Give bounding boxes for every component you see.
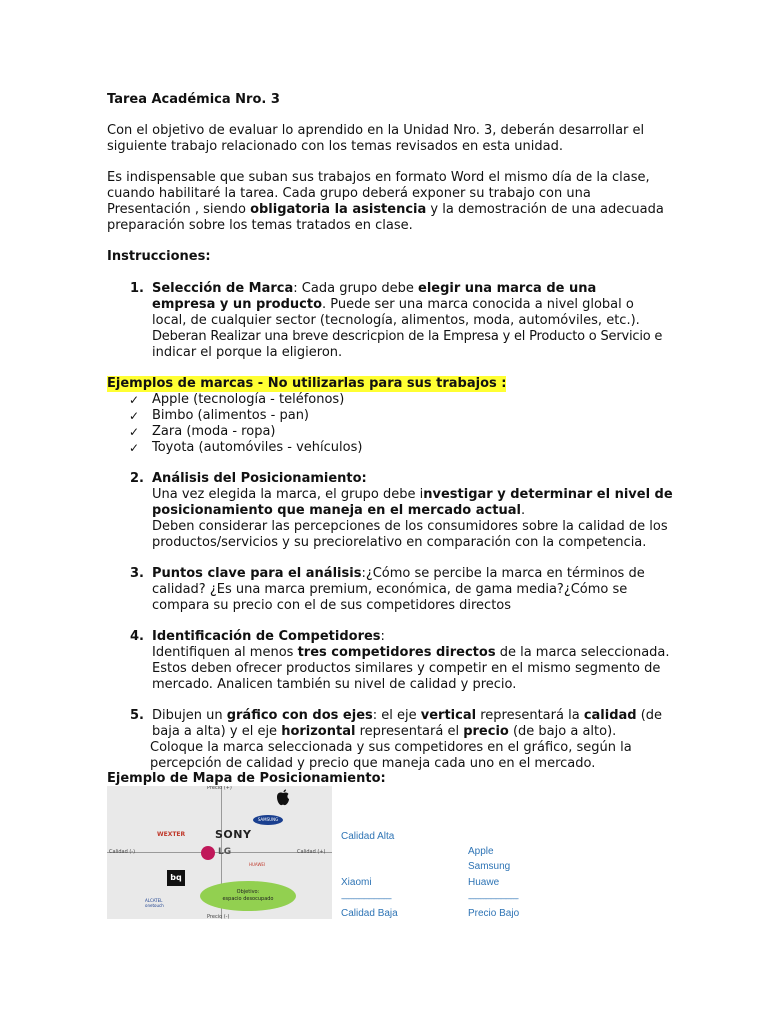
intro-line: Presentación , siendo obligatoria la asistencia y la demostración de una adecuada bbox=[107, 202, 664, 217]
huawe-label: Huawe bbox=[468, 877, 500, 888]
item1-line: Selección de Marca: Cada grupo debe elegir una marca de una bbox=[152, 281, 597, 296]
list-number: 4. bbox=[130, 629, 144, 644]
item3-line: Puntos clave para el análisis:¿Cómo se percibe la marca en términos de bbox=[152, 566, 645, 581]
list-item: Toyota (automóviles - vehículos) bbox=[152, 440, 363, 455]
item2-line: productos/servicios y su preciorelativo en comparación con la competencia. bbox=[152, 535, 647, 550]
huawei-logo: HUAWEI bbox=[249, 862, 266, 867]
xiaomi-label: Xiaomi bbox=[341, 877, 372, 888]
wexter-logo: WEXTER bbox=[157, 831, 186, 838]
divider-dashes: ------------------------------ bbox=[341, 894, 391, 903]
item5-line: Coloque la marca seleccionada y sus competidores en el gráfico, según la bbox=[150, 740, 632, 755]
list-number: 1. bbox=[130, 281, 144, 296]
alcatel-logo: ALCATEL onetouch bbox=[145, 898, 164, 908]
calidad-alta-label: Calidad Alta bbox=[341, 831, 395, 842]
item4-line: mercado. Analicen también su nivel de calidad y precio. bbox=[152, 677, 517, 692]
ellipse-text-line: espacio desocupado bbox=[222, 896, 274, 902]
target-space-ellipse bbox=[200, 881, 296, 911]
item4-line: Identifiquen al menos tres competidores directos de la marca seleccionada. bbox=[152, 645, 670, 660]
sony-logo: SONY bbox=[215, 828, 252, 841]
list-number: 5. bbox=[130, 708, 144, 723]
item1-line: Deberan Realizar una breve descricpion de la Empresa y el Producto o Servicio e bbox=[152, 329, 663, 344]
checkmark-icon: ✓ bbox=[129, 425, 140, 439]
checkmark-icon: ✓ bbox=[129, 409, 140, 423]
item4-heading: Identificación de Competidores: bbox=[152, 629, 385, 644]
item2-line: posicionamiento que maneja en el mercado actual. bbox=[152, 503, 526, 518]
item1-line: empresa y un producto. Puede ser una marca conocida a nivel global o bbox=[152, 297, 634, 312]
item3-line: calidad? ¿Es una marca premium, económica, de gama media?¿Cómo se bbox=[152, 582, 628, 597]
list-number: 2. bbox=[130, 471, 144, 486]
list-item: Zara (moda - ropa) bbox=[152, 424, 276, 439]
calidad-baja-label: Calidad Baja bbox=[341, 908, 398, 919]
precio-bajo-label: Precio Bajo bbox=[468, 908, 520, 919]
item5-line: Dibujen un gráfico con dos ejes: el eje vertical representará la calidad (de bbox=[152, 708, 663, 723]
item1-line: local, de cualquier sector (tecnología, alimentos, moda, automóviles, etc.). bbox=[152, 313, 640, 328]
apple-logo-icon bbox=[275, 789, 291, 807]
map-heading: Ejemplo de Mapa de Posicionamiento: bbox=[107, 771, 386, 786]
checkmark-icon: ✓ bbox=[129, 393, 140, 407]
item1-line: indicar el porque la eligieron. bbox=[152, 345, 343, 360]
lg-logo: LG bbox=[218, 847, 232, 857]
item5-line: baja a alta) y el eje horizontal representará el precio (de bajo a alto). bbox=[152, 724, 617, 739]
item2-line: Deben considerar las percepciones de los consumidores sobre la calidad de los bbox=[152, 519, 668, 534]
intro-line: Con el objetivo de evaluar lo aprendido en la Unidad Nro. 3, deberán desarrollar el bbox=[107, 123, 645, 138]
checkmark-icon: ✓ bbox=[129, 441, 140, 455]
axis-label-bottom: Precio (-) bbox=[207, 914, 230, 919]
intro-line: cuando habilitaré la tarea. Cada grupo deberá exponer su trabajo con una bbox=[107, 186, 591, 201]
intro-line: Es indispensable que suban sus trabajos en formato Word el mismo día de la clase, bbox=[107, 170, 650, 185]
item2-heading: Análisis del Posicionamiento: bbox=[152, 471, 367, 486]
bq-logo: bq bbox=[167, 870, 185, 886]
ellipse-text-line: Objetivo: bbox=[236, 889, 260, 895]
examples-heading: Ejemplos de marcas - No utilizarlas para sus trabajos : bbox=[107, 376, 507, 391]
axis-label-right: Calidad (+) bbox=[297, 849, 326, 855]
item4-line: Estos deben ofrecer productos similares y competir en el mismo segmento de bbox=[152, 661, 661, 676]
lg-logo-icon bbox=[201, 846, 215, 860]
samsung-logo: SAMSUNG bbox=[253, 815, 283, 825]
instructions-heading: Instrucciones: bbox=[107, 249, 211, 264]
divider-dashes: ------------------------------ bbox=[468, 894, 518, 903]
positioning-map-image bbox=[107, 786, 332, 919]
list-number: 3. bbox=[130, 566, 144, 581]
page-title: Tarea Académica Nro. 3 bbox=[107, 92, 280, 107]
intro-line: preparación sobre los temas tratados en clase. bbox=[107, 218, 413, 233]
item5-line: percepción de calidad y precio que maneja cada uno en el mercado. bbox=[150, 756, 596, 771]
axis-label-left: Calidad (-) bbox=[109, 849, 136, 855]
intro-line: siguiente trabajo relacionado con los temas revisados en esta unidad. bbox=[107, 139, 563, 154]
item2-line: Una vez elegida la marca, el grupo debe investigar y determinar el nivel de bbox=[152, 487, 673, 502]
list-item: Apple (tecnología - teléfonos) bbox=[152, 392, 345, 407]
item3-line: compara su precio con el de sus competidores directos bbox=[152, 598, 512, 613]
samsung-label: Samsung bbox=[468, 861, 511, 872]
list-item: Bimbo (alimentos - pan) bbox=[152, 408, 310, 423]
axis-label-top: Precio (+) bbox=[207, 786, 232, 791]
apple-label: Apple bbox=[468, 846, 494, 857]
